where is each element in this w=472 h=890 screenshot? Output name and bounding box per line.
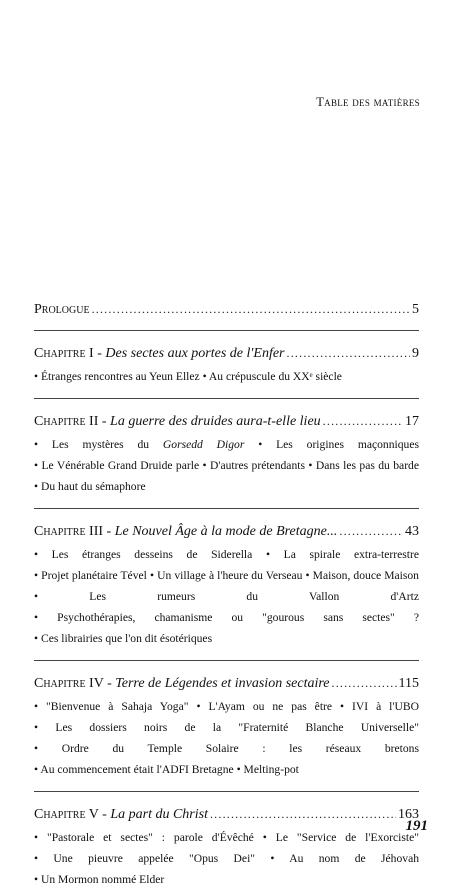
chapter-page: 17	[405, 414, 419, 429]
toc-entry-chapter-2	[34, 412, 419, 497]
summary-item: • Au nom de Jéhovah	[270, 852, 420, 865]
summary-item: • "Pastorale et sectes" : parole d'Évêché	[34, 831, 254, 844]
summary-item: • Les origines maçonniques	[258, 438, 419, 451]
summary-item: • Un village à l'heure du Verseau	[149, 569, 303, 582]
chapter-label: Chapitre III -	[34, 524, 115, 539]
chapter-title: La guerre des druides aura-t-elle lieu	[110, 414, 321, 429]
divider	[34, 660, 419, 661]
summary-item: • Les rumeurs du Vallon d'Artz	[34, 590, 419, 603]
divider	[34, 508, 419, 509]
summary-item: • Une pieuvre appelée "Opus Dei"	[34, 852, 256, 865]
chapter-title: La part du Christ	[110, 807, 208, 822]
chapter-summary	[34, 544, 419, 649]
chapter-label: Chapitre IV -	[34, 676, 116, 691]
summary-item: • Psychothérapies, chamanisme ou "gourous sans sectes" ?	[34, 611, 419, 624]
dot-leader	[323, 412, 403, 430]
summary-item: • Les dossiers noirs de la "Fraternité Blanche Universelle"	[34, 721, 419, 734]
summary-item: • "Bienvenue à Sahaja Yoga"	[34, 700, 189, 713]
summary-item: • Au crépuscule du XXᵉ siècle	[202, 370, 342, 383]
chapter-summary	[34, 696, 419, 780]
dot-leader	[339, 522, 403, 540]
summary-item: • Un Mormon nommé Elder	[34, 873, 165, 886]
prologue-page: 5	[412, 302, 419, 317]
chapter-title: Des sectes aux portes de l'Enfer	[105, 346, 285, 361]
summary-item: • Étranges rencontres au Yeun Ellez	[34, 370, 200, 383]
chapter-title: Le Nouvel Âge à la mode de Bretagne...	[114, 524, 338, 539]
divider	[34, 398, 419, 399]
dot-leader	[210, 805, 396, 823]
summary-item: • Du haut du sémaphore	[34, 480, 146, 493]
summary-item: • Projet planétaire Tével	[34, 569, 147, 582]
summary-item: • Au commencement était l'ADFI Bretagne	[34, 763, 234, 776]
chapter-page: 43	[405, 524, 419, 539]
dot-leader	[332, 674, 397, 692]
summary-item: • D'autres prétendants	[202, 459, 305, 472]
divider	[34, 791, 419, 792]
summary-item: • IVI à l'UBO	[340, 700, 419, 713]
dot-leader	[287, 344, 410, 362]
summary-item: • Le Vénérable Grand Druide parle	[34, 459, 200, 472]
chapter-summary	[34, 434, 419, 497]
chapter-page: 115	[398, 676, 419, 691]
dot-leader	[92, 300, 410, 318]
summary-item: • Maison, douce Maison	[305, 569, 419, 582]
chapter-label: Chapitre II -	[34, 414, 111, 429]
toc-entry-prologue	[34, 300, 419, 319]
summary-item: • L'Ayam ou ne pas être	[196, 700, 333, 713]
toc-entry-chapter-1	[34, 344, 419, 387]
summary-item: • Ces librairies que l'on dit ésotériques	[34, 632, 213, 645]
chapter-summary	[34, 366, 419, 387]
summary-item-italic: Gorsedd Digor	[162, 438, 245, 451]
divider	[34, 330, 419, 331]
summary-item: • Melting-pot	[236, 763, 299, 776]
prologue-label: Prologue	[34, 302, 90, 317]
chapter-page: 163	[398, 807, 419, 822]
running-header: Table des matières	[316, 95, 420, 109]
chapter-title: Terre de Légendes et invasion sectaire	[115, 676, 330, 691]
toc-entry-chapter-3	[34, 522, 419, 649]
table-of-contents	[34, 300, 419, 890]
chapter-page: 9	[412, 346, 419, 361]
toc-entry-chapter-5	[34, 805, 419, 890]
summary-item: • La spirale extra-terrestre	[265, 548, 419, 561]
summary-item: • Ordre du Temple Solaire : les réseaux bretons	[34, 742, 419, 755]
summary-item: • Les étranges desseins de Siderella	[34, 548, 253, 561]
page-number: 191	[405, 818, 428, 834]
toc-entry-chapter-4	[34, 674, 419, 780]
chapter-summary	[34, 827, 419, 890]
summary-item: • Dans les pas du barde	[308, 459, 420, 472]
summary-item: • Les mystères du	[34, 438, 150, 451]
summary-item: • Le "Service de l'Exorciste"	[262, 831, 419, 844]
chapter-label: Chapitre V -	[34, 807, 111, 822]
chapter-label: Chapitre I -	[34, 346, 106, 361]
